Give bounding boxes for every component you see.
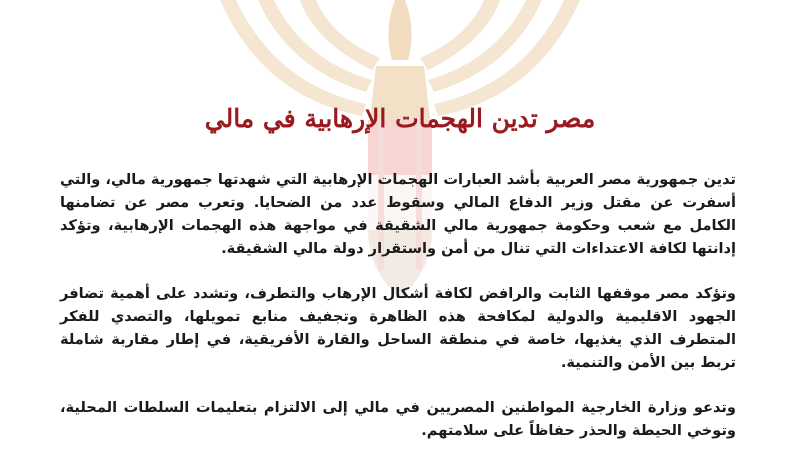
statement-paragraph-1: تدين جمهورية مصر العربية بأشد العبارات الهجمات الإرهابية التي شهدتها جمهورية مالي، والتي أسفرت عن مقتل وزير الدفاع المالي وسقوط عدد من الضحايا. وتعرب مصر عن تضامنها الكامل مع شعب وحكومة جمهورية مالي الشقيقة في مواجهة هذه الهجمات الإرهابية، وتؤكد إدانتها لكافة الاعتداءات التي تنال من أمن واستقرار دولة مالي الشقيقة. [60,171,736,257]
statement-paragraph-3: وتدعو وزارة الخارجية المواطنين المصريين في مالي إلى الالتزام بتعليمات السلطات المحلية، وتوخي الحيطة والحذر حفاظاً على سلامتهم. [60,399,736,439]
statement-paragraph-2: وتؤكد مصر موقفها الثابت والرافض لكافة أشكال الإرهاب والتطرف، وتشدد على أهمية تضافر الجهود الاقليمية والدولية لمكافحة هذه الظاهرة وتجفيف منابع تمويلها، والتصدي للفكر المتطرف الذي يغذيها، خاصة في منطقة الساحل والقارة الأفريقية، في إطار مقاربة شاملة تربط بين الأمن والتنمية. [60,285,736,371]
page-title: مصر تدين الهجمات الإرهابية في مالي [204,104,596,133]
statement-body [60,168,736,464]
